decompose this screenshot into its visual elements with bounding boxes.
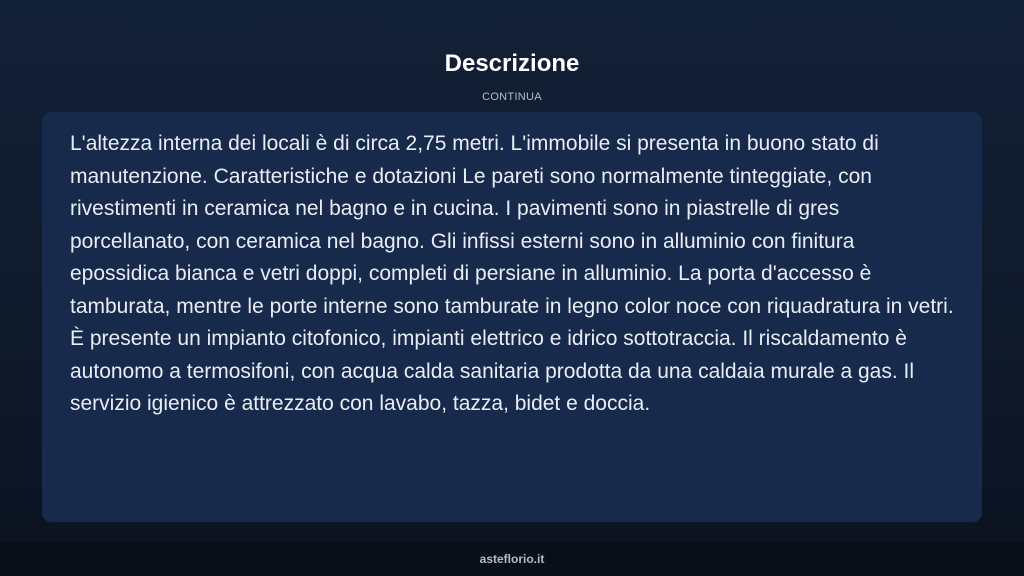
description-text: L'altezza interna dei locali è di circa 2,75 metri. L'immobile si presenta in buono stato di manutenzione. Caratteristiche e dotazioni Le pareti sono normalmente tinteggiate, con rivestimenti in ceramica nel bagno e in cucina. I pavimenti sono in piastrelle di gres porcellanato, con ceramica nel bagno. Gli infissi esterni sono in alluminio con finitura epossidica bianca e vetri doppi, completi di persiane in alluminio. La porta d'accesso è tamburata, mentre le porte interne sono tamburate in legno color noce con riquadratura in vetri. È presente un impianto citofonico, impianti elettrico e idrico sottotraccia. Il riscaldamento è autonomo a termosifoni, con acqua calda sanitaria prodotta da una caldaia murale a gas. Il servizio igienico è attrezzato con lavabo, tazza, bidet e doccia.: [70, 132, 954, 415]
site-name: asteflorio.it: [479, 552, 545, 566]
page-title: Descrizione: [444, 50, 580, 77]
description-card: [42, 112, 982, 522]
page-header: [0, 48, 1024, 104]
footer-bar: [0, 542, 1024, 576]
continue-label: CONTINUA: [482, 91, 542, 103]
